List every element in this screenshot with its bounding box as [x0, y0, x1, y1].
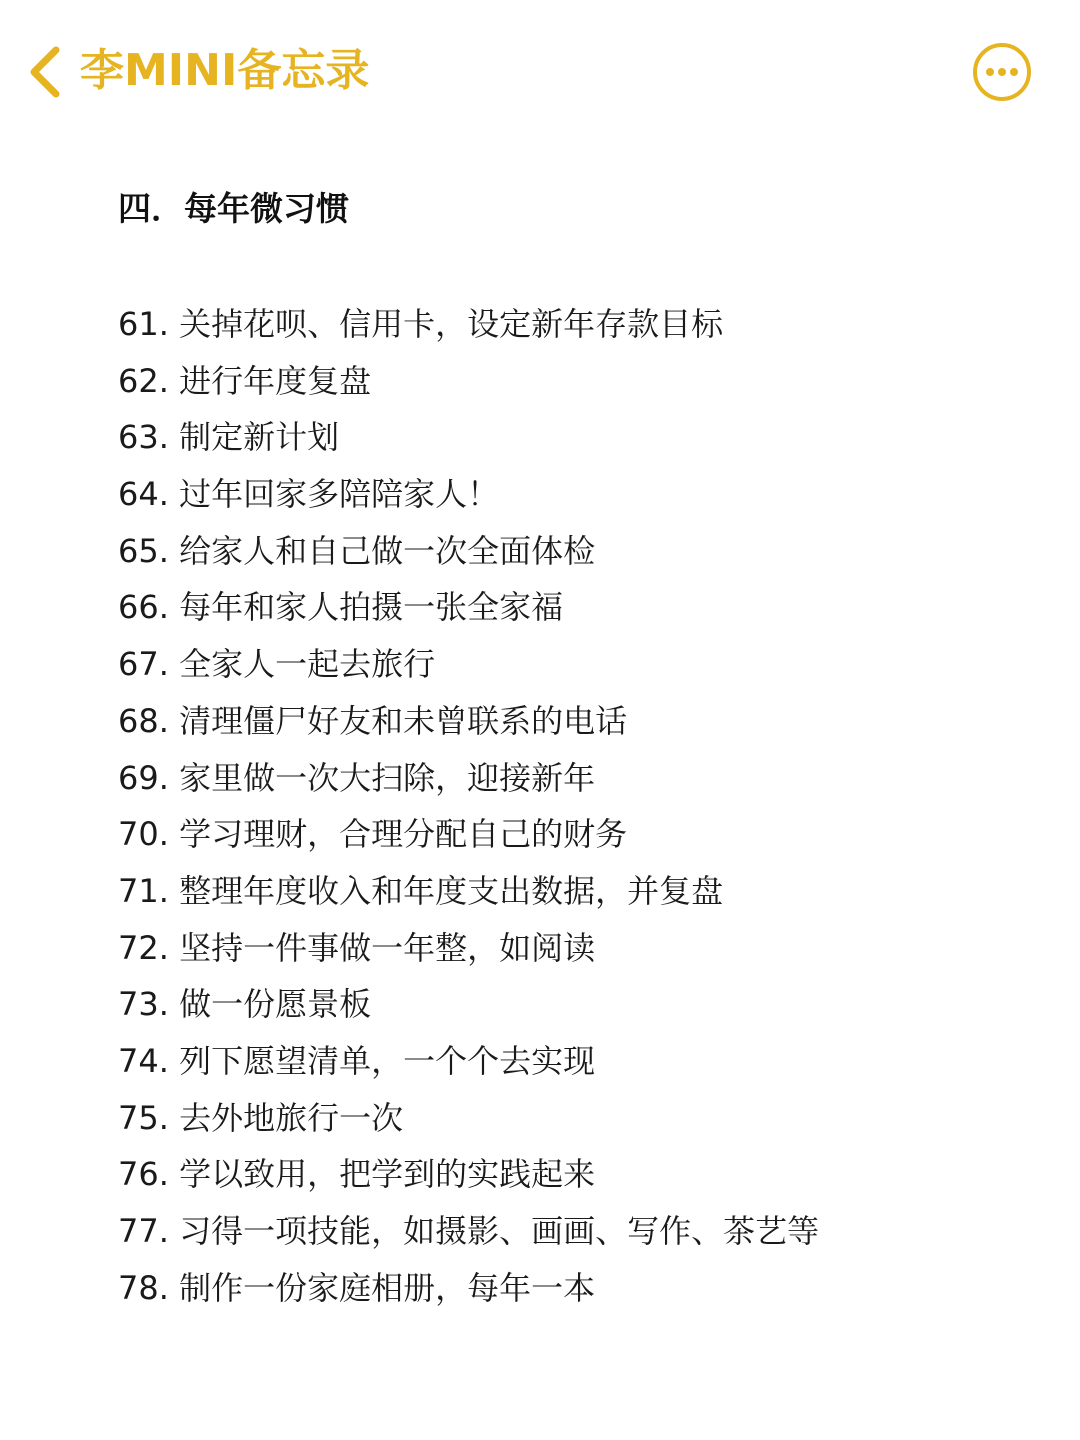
list-item: 76. 学以致用，把学到的实践起来 [118, 1155, 596, 1194]
list-item: 63. 制定新计划 [118, 418, 340, 457]
more-options-button[interactable] [972, 42, 1032, 102]
top-bar [0, 0, 1080, 140]
chevron-left-icon [26, 44, 62, 100]
list-item: 70. 学习理财，合理分配自己的财务 [118, 815, 628, 854]
list-item: 77. 习得一项技能，如摄影、画画、写作、茶艺等 [118, 1212, 820, 1250]
list-item: 75. 去外地旅行一次 [118, 1098, 404, 1137]
list-item: 61. 关掉花呗、信用卡，设定新年存款目标 [118, 305, 724, 343]
list-item: 71. 整理年度收入和年度支出数据，并复盘 [118, 871, 724, 910]
list-item: 68. 清理僵尸好友和未曾联系的电话 [118, 701, 628, 740]
list-item: 62. 进行年度复盘 [118, 361, 372, 400]
section-heading: 四．每年微习惯 [118, 189, 349, 228]
list-item: 67. 全家人一起去旅行 [118, 645, 436, 684]
list-item: 69. 家里做一次大扫除，迎接新年 [118, 758, 596, 797]
list-item: 72. 坚持一件事做一年整，如阅读 [118, 928, 596, 967]
list-item: 73. 做一份愿景板 [118, 985, 372, 1024]
habit-list [118, 296, 819, 1316]
list-item: 66. 每年和家人拍摄一张全家福 [118, 588, 564, 627]
list-item: 65. 给家人和自己做一次全面体检 [118, 531, 596, 570]
more-horizontal-icon [972, 42, 1032, 102]
back-button[interactable] [20, 42, 68, 102]
page-title: 李MINI备忘录 [80, 45, 370, 96]
list-item: 74. 列下愿望清单，一个个去实现 [118, 1041, 596, 1080]
list-item: 78. 制作一份家庭相册，每年一本 [118, 1268, 596, 1307]
list-item: 64. 过年回家多陪陪家人！ [118, 475, 500, 514]
